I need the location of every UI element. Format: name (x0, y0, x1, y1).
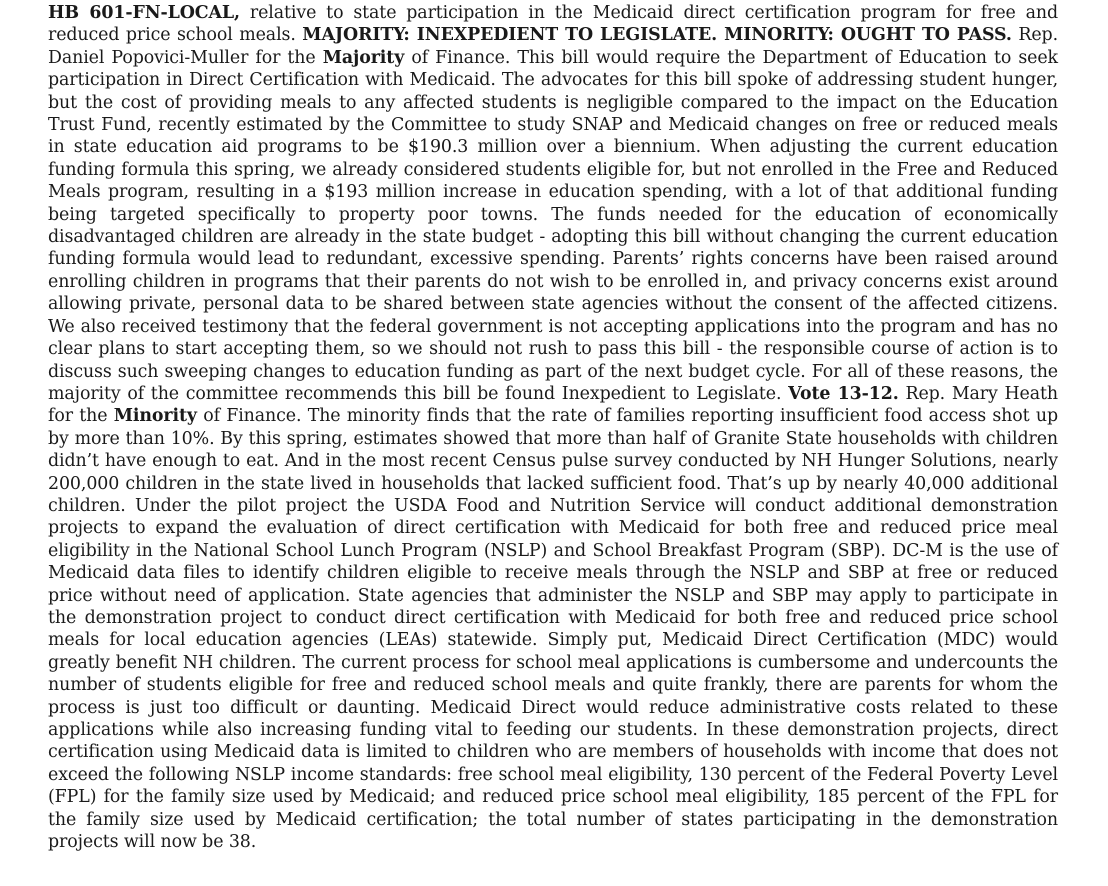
committee-report-paragraph (48, 2, 1058, 853)
bill-id: HB 601-FN-LOCAL, (48, 3, 241, 23)
minority-intro: Rep. Mary Heath for the (48, 383, 1059, 427)
bill-title: relative to state participation in the Medicaid direct certification program for free and reduced price school meals. (48, 3, 1058, 46)
committee-recommendations: MAJORITY: INEXPEDIENT TO LEGISLATE. MINORITY: OUGHT TO PASS. (302, 25, 1012, 46)
majority-report-text: of Finance. This bill would require the Department of Education to seek participation in Direct Certification with Medicaid. The advocates for this bill spoke of addressing student hunger, but the cost of providing meals to any affected students is negligible compared to the impact on the Education Trust Fund, recently estimated by the Committee to study SNAP and Medicaid changes on free or reduced meals in state education aid programs to be $190.3 million over a biennium. When adjusting the current education funding formula this spring, we already considered students eligible for, but not enrolled in the Free and Reduced Meals program, resulting in a $193 million increase in education spending, with a lot of that additional funding being targeted specifically to property poor towns. The funds needed for the education of economically disadvantaged children are already in the state budget - adopting this bill without changing the current education funding formula would lead to redundant, excessive spending. Parents’ rights concerns have been raised around enrolling children in programs that their parents do not wish to be enrolled in, and privacy concerns exist around allowing private, personal data to be shared between state agencies without the consent of the affected citizens. We also received testimony that the federal government is not accepting applications into the program and has no clear plans to start accepting them, so we should not rush to pass this bill - the responsible course of action is to discuss such sweeping changes to education funding as part of the next budget cycle. For all of these reasons, the majority of the committee recommends this bill be found Inexpedient to Legislate. (48, 47, 1059, 404)
vote-count: Vote 13-12. (788, 383, 899, 404)
minority-report-text: of Finance. The minority finds that the rate of families reporting insufficient food access shot up by more than 10%. By this spring, estimates showed that more than half of Granite State households with children didn’t have enough to eat. And in the most recent Census pulse survey conducted by NH Hunger Solutions, nearly 200,000 children in the state lived in households that lacked sufficient food. That’s up by nearly 40,000 additional children. Under the pilot project the USDA Food and Nutrition Service will conduct additional demonstration projects to expand the evaluation of direct certification with Medicaid for both free and reduced price meal eligibility in the National School Lunch Program (NSLP) and School Breakfast Program (SBP). DC-M is the use of Medicaid data files to identify children eligible to receive meals through the NSLP and SBP at free or reduced price without need of application. State agencies that administer the NSLP and SBP may apply to participate in the demonstration project to conduct direct certification with Medicaid for both free and reduced price school meals for local education agencies (LEAs) statewide. Simply put, Medicaid Direct Certification (MDC) would greatly benefit NH children. The current process for school meal applications is cumbersome and undercounts the number of students eligible for free and reduced school meals and quite frankly, there are parents for whom the process is just too difficult or daunting. Medicaid Direct would reduce administrative costs related to these applications while also increasing funding vital to feeding our students. In these demonstration projects, direct certification using Medicaid data is limited to children who are members of households with income that does not exceed the following NSLP income standards: free school meal eligibility, 130 percent of the Federal Poverty Level (FPL) for the family size used by Medicaid; and reduced price school meal eligibility, 185 percent of the FPL for the family size used by Medicaid certification; the total number of states participating in the demonstration projects will now be 38. (48, 406, 1058, 853)
minority-label: Minority (113, 406, 197, 427)
majority-label: Majority (322, 47, 405, 68)
majority-intro: Rep. Daniel Popovici-Muller for the (48, 25, 1059, 68)
